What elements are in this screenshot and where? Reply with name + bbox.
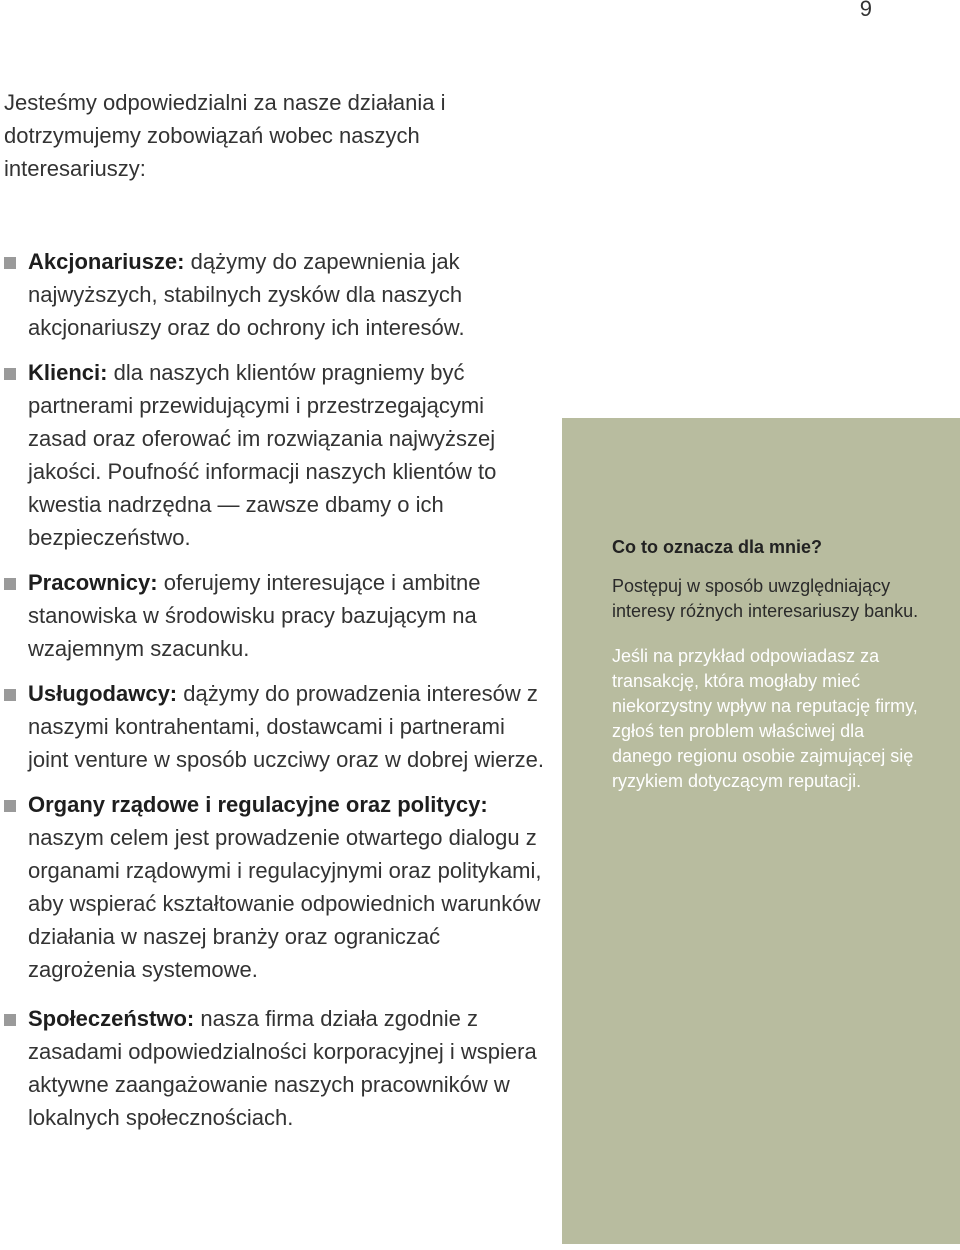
square-bullet-icon (4, 689, 16, 701)
list-item-text (28, 245, 544, 344)
list-item-title: Usługodawcy: (28, 681, 178, 706)
list-item-shareholders (4, 245, 544, 344)
square-bullet-icon (4, 800, 16, 812)
main-content (4, 86, 544, 1146)
square-bullet-icon (4, 1014, 16, 1026)
list-item-body: dążymy do zapewnienia jak najwyższych, stabilnych zysków dla naszych akcjonariuszy oraz do ochrony ich interesów. (28, 249, 465, 340)
sidebar-box (562, 418, 960, 1244)
list-item-title: Klienci: (28, 360, 108, 385)
list-item-body: dla naszych klientów pragniemy być partnerami przewidującymi i przestrzegającymi zasad oraz oferować im rozwiązania najwyższej jakości. Poufność informacji naszych klientów to kwestia nadrzędna — zawsze dbamy o ich bezpieczeństwo. (28, 360, 497, 550)
square-bullet-icon (4, 368, 16, 380)
list-item-body: dążymy do prowadzenia interesów z naszymi kontrahentami, dostawcami i partnerami joint venture w sposób uczciwy oraz w dobrej wierze. (28, 681, 545, 772)
sidebar-heading: Co to oznacza dla mnie? (612, 537, 823, 557)
sidebar-paragraph: Postępuj w sposób uwzględniający interesy różnych interesariuszy banku. (612, 576, 919, 621)
list-item-text (28, 677, 544, 776)
list-item-suppliers (4, 677, 544, 776)
intro-paragraph: Jesteśmy odpowiedzialni za nasze działania i dotrzymujemy zobowiązań wobec naszych interesariuszy: (4, 90, 446, 181)
list-item-text (28, 788, 544, 986)
list-item-title: Organy rządowe i regulacyjne oraz politycy: (28, 792, 488, 817)
page-number: 9 (859, 0, 872, 21)
list-item-text (28, 1002, 544, 1134)
list-item-body: oferujemy interesujące i ambitne stanowiska w środowisku pracy bazującym na wzajemnym szacunku. (28, 570, 481, 661)
list-item-title: Akcjonariusze: (28, 249, 185, 274)
square-bullet-icon (4, 257, 16, 269)
list-item-text (28, 566, 544, 665)
list-item-regulators (4, 788, 544, 986)
sidebar-example-paragraph: Jeśli na przykład odpowiadasz za transakcję, która mogłaby mieć niekorzystny wpływ na reputację firmy, zgłoś ten problem właściwej dla danego regionu osobie zajmującej się ryzykiem dotyczącym reputacji. (612, 646, 918, 791)
list-item-body: naszym celem jest prowadzenie otwartego dialogu z organami rządowymi i regulacyjnymi oraz politykami, aby wspierać kształtowanie odpowiednich warunków działania w naszej branży oraz ograniczać zagrożenia systemowe. (28, 825, 542, 982)
list-item-employees (4, 566, 544, 665)
list-item-text (28, 356, 544, 554)
list-item-title: Społeczeństwo: (28, 1006, 195, 1031)
list-item-clients (4, 356, 544, 554)
list-item-body: nasza firma działa zgodnie z zasadami odpowiedzialności korporacyjnej i wspiera aktywne zaangażowanie naszych pracowników w lokalnych społecznościach. (28, 1006, 537, 1130)
list-item-society (4, 1002, 544, 1134)
stakeholder-list (4, 245, 544, 1134)
square-bullet-icon (4, 578, 16, 590)
list-item-title: Pracownicy: (28, 570, 158, 595)
